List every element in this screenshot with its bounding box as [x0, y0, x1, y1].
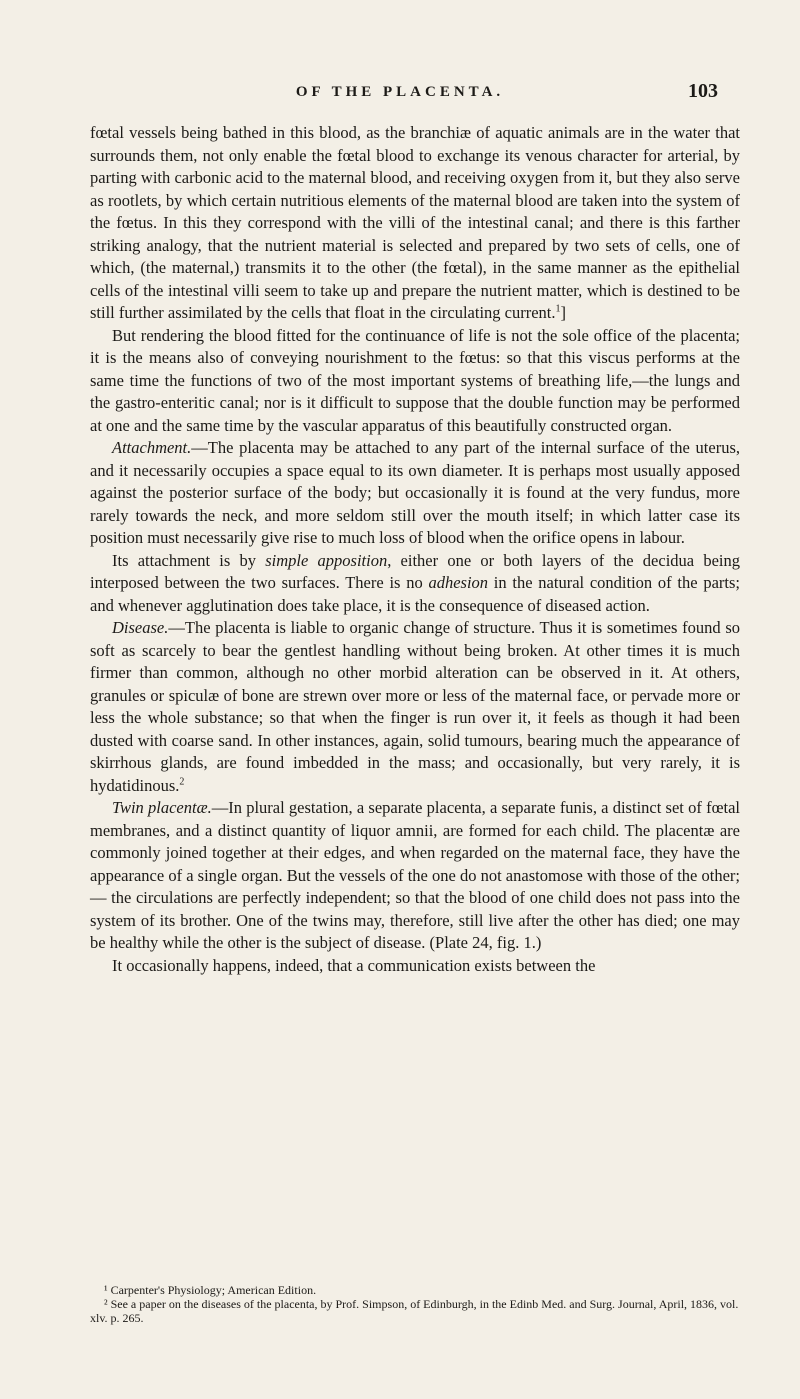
- paragraph-fetal-vessels: [90, 122, 740, 325]
- section-heading-attachment: Attachment.: [112, 438, 192, 457]
- footnote-1: ¹ Carpenter's Physiology; American Edition.: [104, 1283, 317, 1297]
- paragraph-disease: [90, 617, 740, 797]
- footnote-ref-1: 1: [555, 303, 561, 315]
- running-title: OF THE PLACENTA.: [295, 84, 505, 100]
- section-heading-twin-placentae: Twin placentæ.: [112, 798, 212, 817]
- section-heading-disease: Disease.: [112, 618, 169, 637]
- paragraph-text: fœtal vessels being bathed in this blood, as the branchiæ of aquatic animals are in the water that surrounds them, not only enable the fœtal blood to exchange its venous character for arterial, by parting with carbonic acid to the maternal blood, and receiving oxygen from it, but they also serve as rootlets, by which certain nutritious elements of the maternal blood are taken into the system of the fœtus. In this they correspond with the villi of the intestinal canal; and there is this farther striking analogy, that the nutrient material is selected and prepared by two sets of cells, one of which, (the maternal,) transmits it to the other (the fœtal), in the same manner as the epithelial cells of the intestinal villi seem to take up and prepare the nutrient matter, which is destined to be still further assimilated by the cells that float in the circulating current.: [90, 123, 740, 322]
- paragraph-communication: [90, 955, 740, 978]
- emphasis-adhesion: adhesion: [428, 573, 489, 592]
- footnote-2: ² See a paper on the diseases of the placenta, by Prof. Simpson, of Edinburgh, in the Edinb Med. and Surg. Journal, April, 1836, vol. xlv. p. 265.: [90, 1297, 739, 1325]
- paragraph-text: It occasionally happens, indeed, that a communication exists between the: [112, 955, 596, 975]
- page-number: 103: [688, 80, 718, 102]
- paragraph-text: —In plural gestation, a separate placenta, a separate funis, a distinct set of fœtal membranes, and a distinct quantity of liquor amnii, are formed for each child. The placentæ are commonly joined together at their edges, and when regarded on the maternal face, they have the appearance of a single organ. But the vessels of the one do not anastomose with those of the other; — the circulations are perfectly independent; so that the blood of one child does not pass into the system of its brother. One of the twins may, therefore, still live after the other has died; one may be healthy while the other is the subject of disease. (Plate 24, fig. 1.): [90, 798, 740, 952]
- paragraph-text: —The placenta may be attached to any part of the internal surface of the uterus, and it necessarily occupies a space equal to its own diameter. It is perhaps most usually apposed against the posterior surface of the body; but occasionally it is found at the very fundus, more rarely towards the neck, and more seldom still over the mouth itself; in which latter case its position must necessarily give rise to much loss of blood when the orifice opens in labour.: [90, 438, 740, 547]
- paragraph-text: —The placenta is liable to organic change of structure. Thus it is sometimes found so soft as scarcely to bear the gentlest handling without being broken. At other times it is much firmer than common, although no other morbid alteration can be observed in it. At others, granules or spiculæ of bone are strewn over more or less of the maternal face, or pervade more or less the whole substance; so that when the finger is run over it, it feels as though it had been dusted with coarse sand. In other instances, again, solid tumours, bearing much the appearance of skirrhous glands, are found imbedded in the mass; and occasionally, but very rarely, it is hydatidinous.: [90, 618, 740, 795]
- closing-bracket: ]: [560, 303, 567, 322]
- emphasis-simple-apposition: simple apposition: [265, 550, 388, 570]
- paragraph-apposition: [90, 550, 740, 618]
- body-text: [90, 122, 740, 977]
- paragraph-attachment: [90, 437, 740, 550]
- running-head: [0, 80, 800, 108]
- paragraph-text: But rendering the blood fitted for the continuance of life is not the sole office of the placenta; it is the means also of conveying nourishment to the fœtus: so that this viscus performs at the same time the functions of two of the most important systems of breathing life,—the lungs and the gastro-enteritic canal; nor is it difficult to suppose that the double function may be performed at one and the same time by the vascular apparatus of this beautifully constructed organ.: [90, 325, 740, 435]
- footnotes: [90, 1283, 740, 1325]
- paragraph-text: , either one or both layers of the decidua being interposed between the two surfaces. There is no: [90, 550, 740, 592]
- footnote-ref-2: 2: [179, 776, 185, 787]
- paragraph-text: Its attachment is by: [112, 550, 266, 570]
- paragraph-text: in the natural condition of the parts; and whenever agglutination does take place, it is the consequence of diseased action.: [90, 573, 740, 615]
- paragraph-twin-placentae: [90, 797, 740, 955]
- paragraph-nourishment: [90, 325, 740, 438]
